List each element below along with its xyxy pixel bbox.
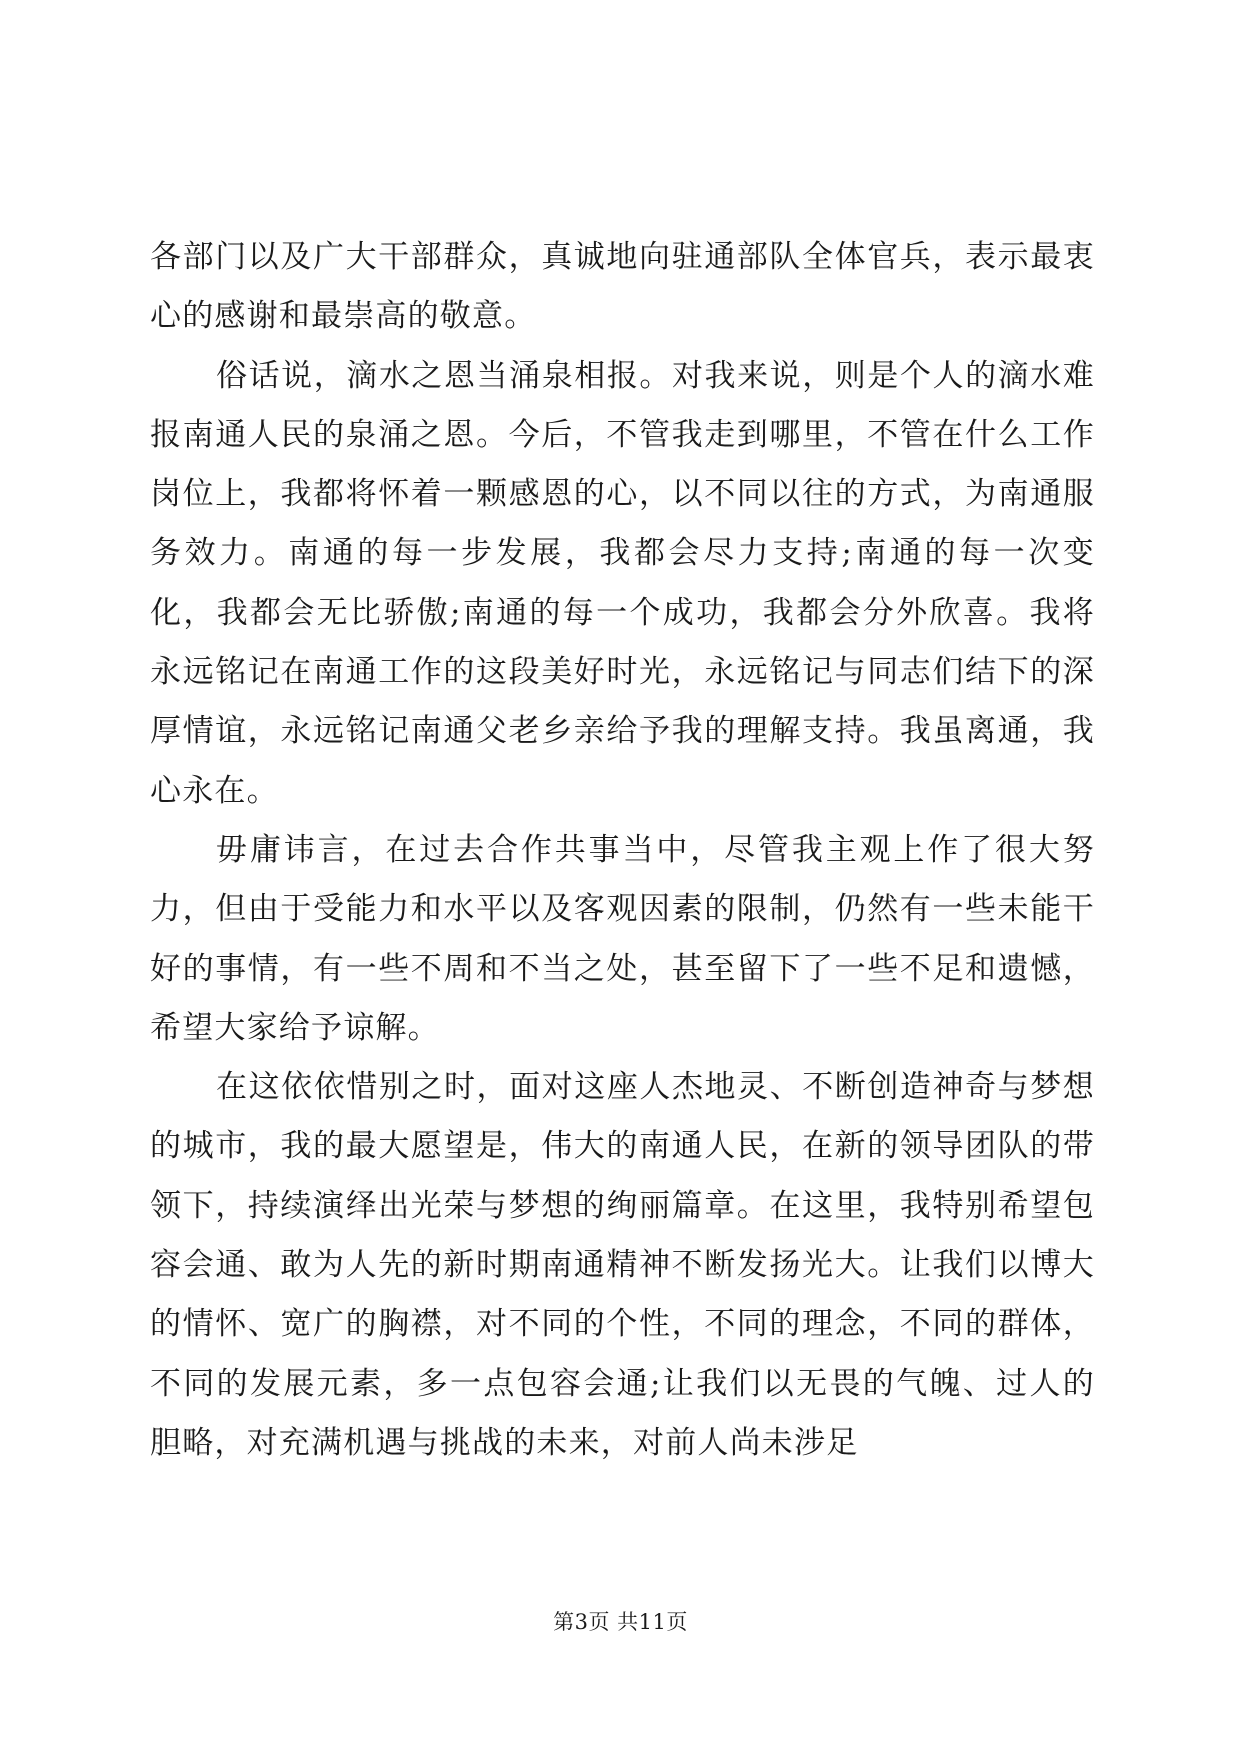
paragraph-1: 各部门以及广大干部群众，真诚地向驻通部队全体官兵，表示最衷心的感谢和最崇高的敬意。	[150, 239, 1095, 335]
body-text	[150, 228, 1095, 1473]
paragraph-4: 在这依依惜别之时，面对这座人杰地灵、不断创造神奇与梦想的城市，我的最大愿望是，伟大的南通人民，在新的领导团队的带领下，持续演绎出光荣与梦想的绚丽篇章。在这里，我特别希望包容会通、敢为人先的新时期南通精神不断发扬光大。让我们以博大的情怀、宽广的胸襟，对不同的个性，不同的理念，不同的群体，不同的发展元素，多一点包容会通;让我们以无畏的气魄、过人的胆略，对充满机遇与挑战的未来，对前人尚未涉足	[150, 1069, 1095, 1461]
page-number-footer: 第3页 共11页	[553, 1610, 688, 1634]
paragraph-2: 俗话说，滴水之恩当涌泉相报。对我来说，则是个人的滴水难报南通人民的泉涌之恩。今后，不管我走到哪里，不管在什么工作岗位上，我都将怀着一颗感恩的心，以不同以往的方式，为南通服务效力。南通的每一步发展，我都会尽力支持;南通的每一次变化，我都会无比骄傲;南通的每一个成功，我都会分外欣喜。我将永远铭记在南通工作的这段美好时光，永远铭记与同志们结下的深厚情谊，永远铭记南通父老乡亲给予我的理解支持。我虽离通，我心永在。	[150, 357, 1095, 809]
paragraph-3: 毋庸讳言，在过去合作共事当中，尽管我主观上作了很大努力，但由于受能力和水平以及客观因素的限制，仍然有一些未能干好的事情，有一些不周和不当之处，甚至留下了一些不足和遗憾，希望大家给予谅解。	[150, 831, 1095, 1046]
